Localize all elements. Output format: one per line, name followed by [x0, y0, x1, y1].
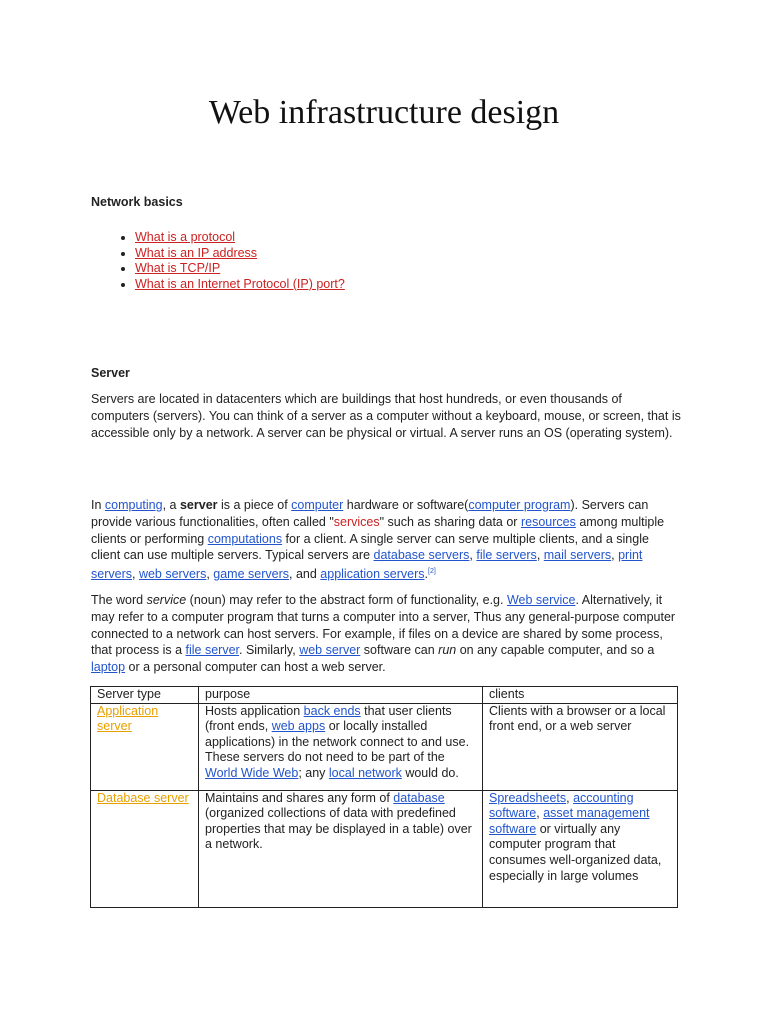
- list-item: [135, 230, 345, 246]
- link-web-servers[interactable]: web servers: [138, 567, 207, 582]
- link-game-servers[interactable]: game servers: [213, 567, 290, 582]
- link-computations[interactable]: computations: [207, 531, 283, 546]
- server-intro-paragraph: Servers are located in datacenters which are buildings that host hundreds, or even thousands of computers (servers). You can think of a server as a computer without a keyboard, mouse, or screen, that is accessible only by a network. A server can be physical or virtual. A server runs an OS (operating system).: [91, 392, 681, 440]
- link-back-ends[interactable]: back ends: [303, 703, 361, 718]
- cell-purpose: Hosts application back ends that user clients (front ends, web apps or locally installed applications) in the network connect to and use. These servers do not need to be part of the World Wide Web; any local network would do.: [199, 703, 483, 790]
- link-world-wide-web[interactable]: World Wide Web: [205, 765, 299, 780]
- cell-server-type: [91, 703, 199, 790]
- link-tcp-ip[interactable]: What is TCP/IP: [135, 261, 221, 276]
- link-asset-management-software[interactable]: asset management software: [489, 806, 650, 836]
- link-database[interactable]: database: [393, 790, 445, 805]
- list-item: [135, 246, 345, 262]
- link-database-servers[interactable]: database servers: [373, 548, 470, 563]
- header-clients: clients: [483, 687, 678, 704]
- service-italic: service: [146, 593, 187, 607]
- cell-clients: Spreadsheets, accounting software, asset management software or virtually any computer program that consumes well-organized data, especially in large volumes: [483, 790, 678, 907]
- link-spreadsheets[interactable]: Spreadsheets: [489, 790, 567, 805]
- link-computer-program[interactable]: computer program: [468, 498, 571, 512]
- document-title: Web infrastructure design: [208, 94, 560, 131]
- table-row: [91, 790, 678, 907]
- link-ip-address[interactable]: What is an IP address: [135, 245, 258, 260]
- server-bold: server: [179, 498, 218, 512]
- link-web-service[interactable]: Web service: [506, 593, 576, 607]
- link-print-servers[interactable]: print servers: [91, 548, 643, 582]
- link-application-servers[interactable]: application servers: [320, 567, 425, 582]
- network-links-list: [91, 230, 345, 292]
- link-computer[interactable]: computer: [291, 498, 344, 512]
- link-file-server[interactable]: file server: [185, 643, 239, 658]
- link-mail-servers[interactable]: mail servers: [543, 548, 612, 563]
- link-computing[interactable]: computing: [104, 498, 163, 512]
- server-heading: Server: [91, 366, 130, 380]
- cell-purpose: Maintains and shares any form of database (organized collections of data with predefined properties that may be displayed in a table) over a network.: [199, 790, 483, 907]
- link-protocol[interactable]: What is a protocol: [135, 230, 236, 244]
- link-resources[interactable]: resources: [520, 514, 576, 529]
- table-row: [91, 703, 678, 790]
- citation-ref[interactable]: [2]: [428, 568, 436, 576]
- link-web-apps[interactable]: web apps: [271, 719, 326, 734]
- run-italic: run: [438, 643, 457, 658]
- table-header-row: [91, 687, 678, 704]
- network-basics-heading: Network basics: [91, 195, 183, 209]
- link-local-network[interactable]: local network: [328, 765, 402, 780]
- cell-server-type: [91, 790, 199, 907]
- server-definition-paragraph: In computing, a server is a piece of computer hardware or software(computer program). Servers can provide various functionalities, often called "services" such as sharing data or resources among multiple clients or performing computations for a client. A single server can serve multiple clients, and a single client can use multiple servers. Typical servers are database servers, file servers, mail servers, print servers, web servers, game servers, and application servers.[2]: [91, 498, 665, 582]
- list-item: [135, 261, 345, 277]
- cell-clients: Clients with a browser or a local front end, or a web server: [483, 703, 678, 790]
- link-application-server[interactable]: Application server: [97, 703, 159, 734]
- link-laptop[interactable]: laptop: [91, 660, 126, 675]
- header-purpose: purpose: [199, 687, 483, 704]
- header-server-type: Server type: [91, 687, 199, 704]
- services-text: services: [333, 514, 380, 529]
- server-types-table: [90, 686, 678, 908]
- list-item: [135, 277, 345, 293]
- link-file-servers[interactable]: file servers: [476, 548, 537, 563]
- link-ip-port[interactable]: What is an Internet Protocol (IP) port?: [135, 276, 345, 291]
- link-database-server[interactable]: Database server: [97, 790, 189, 805]
- link-web-server[interactable]: web server: [299, 643, 361, 658]
- link-accounting-software[interactable]: accounting software: [489, 790, 634, 821]
- service-word-paragraph: The word service (noun) may refer to the abstract form of functionality, e.g. Web service. Alternatively, it may refer to a computer program that turns a computer into a server, Thus any general-purpose computer connected to a network can host servers. For example, if files on a device are shared by some process, that process is a file server. Similarly, web server software can run on any capable computer, and so a laptop or a personal computer can host a web server.: [91, 593, 676, 675]
